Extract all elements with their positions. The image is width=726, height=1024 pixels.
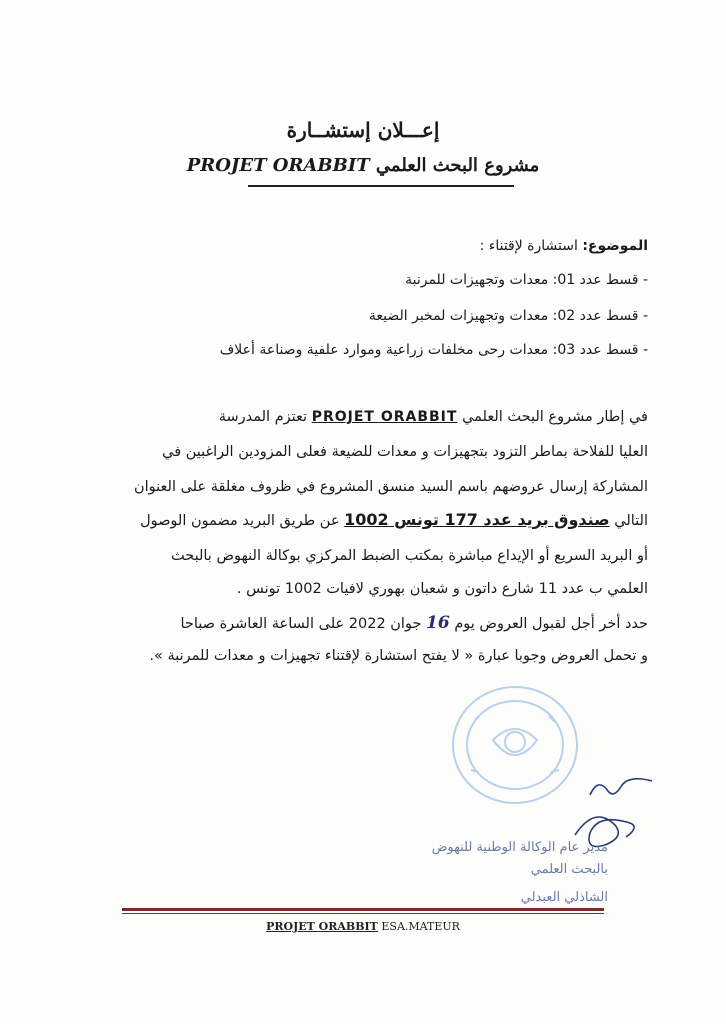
footer-rule (122, 908, 604, 911)
subtitle-underline (248, 185, 514, 187)
body-text: جوان 2022 على الساعة العاشرة صباحا (180, 616, 422, 632)
lot-item: - قسط عدد 03: معدات رحى مخلفات زراعية وموارد علفية وصناعة أعلاف (219, 342, 648, 358)
body-line: أو البريد السريع أو الإيداع مباشرة بمكتب الضبط المركزي بوكالة النهوض بالبحث (171, 548, 648, 564)
signatory-name: الشاذلي العبدلي (520, 890, 608, 905)
body-line: و تحمل العروض وجوبا عبارة « لا يفتح استشارة لإقتناء تجهيزات و معدات للمرنبة ». (149, 648, 648, 664)
postal-address: صندوق بريد عدد 177 تونس 1002 (344, 510, 610, 529)
lot-item: - قسط عدد 01: معدات وتجهيزات للمرنبة (405, 272, 648, 288)
subject-line (68, 238, 648, 254)
subtitle-arabic: مشروع البحث العلمي (375, 155, 540, 176)
body-text: عن طريق البريد مضمون الوصول (140, 513, 340, 529)
body-line (48, 510, 648, 531)
body-line (48, 613, 648, 634)
footer-rule-thin (122, 913, 604, 914)
handwritten-day: 16 (426, 613, 450, 633)
body-line: المشاركة إرسال عروضهم باسم السيد منسق المشروع في ظروف مغلقة على العنوان (134, 479, 648, 495)
body-text: التالي (614, 513, 648, 529)
footer (0, 920, 726, 933)
body-text: في إطار مشروع البحث العلمي (462, 409, 648, 425)
body-project-name: PROJET ORABBIT (311, 409, 458, 425)
body-line: العلمي ب عدد 11 شارع داتون و شعبان بهوري لافيات 1002 تونس . (236, 581, 648, 597)
document-subtitle (0, 155, 726, 176)
document-title: إعـــلان إستشــارة (286, 118, 440, 142)
footer-project-name: PROJET ORABBIT (266, 920, 378, 933)
body-text: حدد أخر أجل لقبول العروض يوم (454, 616, 648, 632)
official-stamp (445, 680, 585, 810)
subtitle-project-name: PROJET ORABBIT (186, 155, 370, 176)
subject-text: استشارة لإقتناء : (479, 238, 578, 254)
signatory-title-cont: بالبحث العلمي (530, 862, 608, 877)
body-text: تعتزم المدرسة (218, 409, 308, 425)
body-line (48, 407, 648, 427)
signatory-title: مدير عام الوكالة الوطنية للنهوض (431, 840, 608, 855)
body-line: العليا للفلاحة بماطر التزود بتجهيزات و معدات للضيعة فعلى المزودين الراغبين في (162, 444, 648, 460)
subject-label: الموضوع: (582, 238, 648, 254)
lot-item: - قسط عدد 02: معدات وتجهيزات لمخبر الضيعة (368, 308, 648, 324)
footer-institution: ESA.MATEUR (381, 920, 460, 933)
